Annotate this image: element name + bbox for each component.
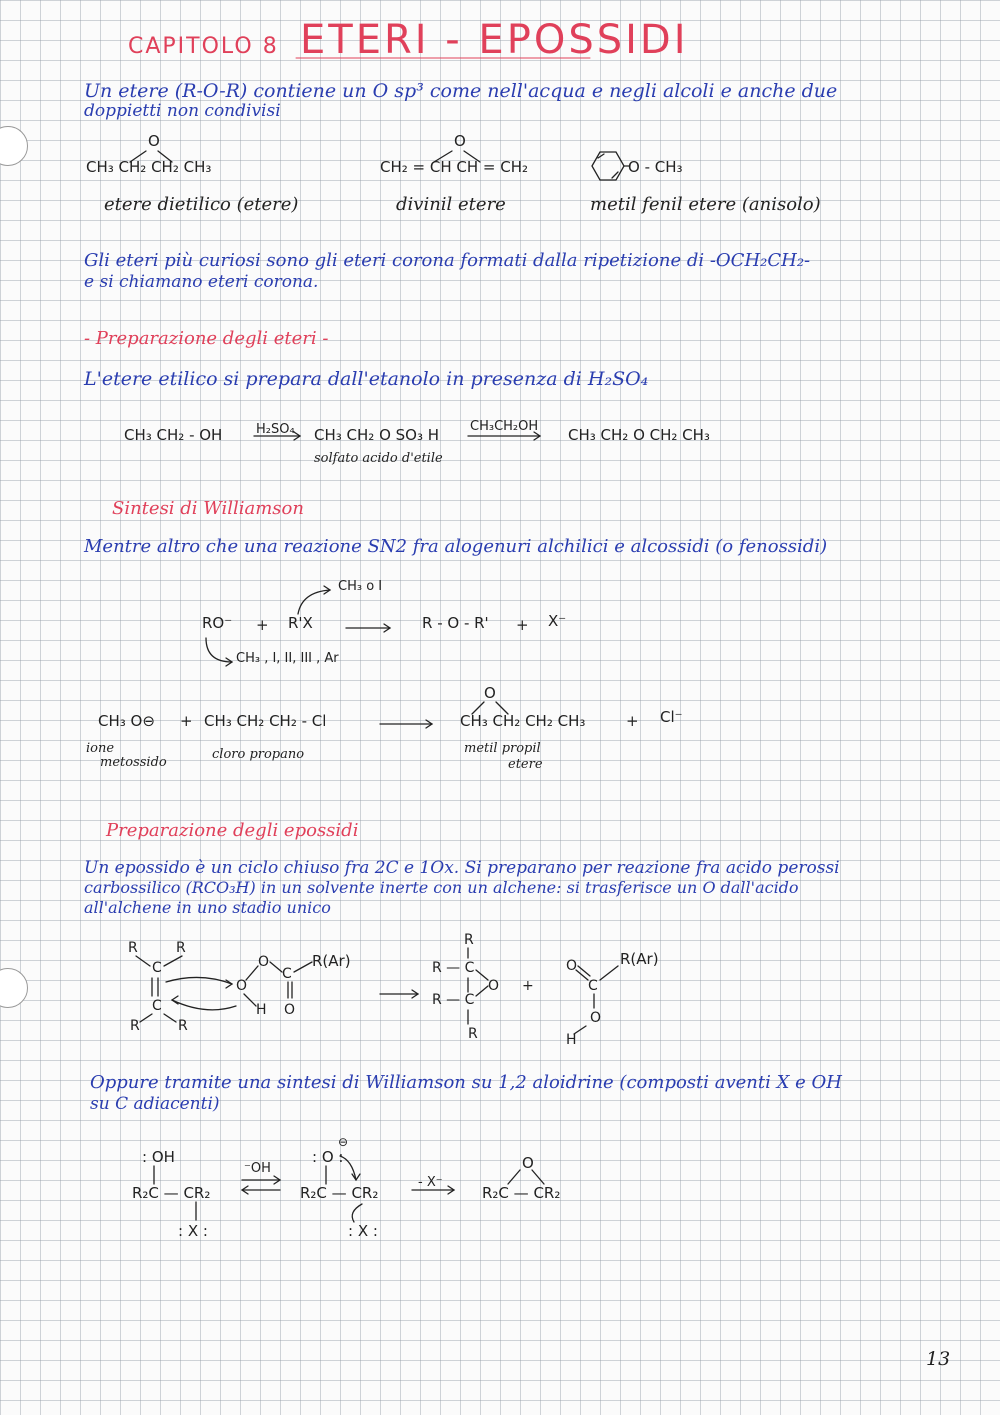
alkoxide-o: : O :	[312, 1148, 344, 1166]
epoxides-line-2: carbossilico (RCO₃H) in un solvente inerte con un alchene: si trasferisce un O dall'acido	[84, 878, 799, 897]
svg-text:⊖: ⊖	[338, 1135, 349, 1149]
svg-text:R — C: R — C	[432, 992, 475, 1008]
page-number: 13	[926, 1348, 951, 1370]
williamson-text: Mentre altro che una reazione SN2 fra alogenuri alchilici e alcossidi (o fenossidi)	[84, 536, 828, 557]
williamson-product: R - O - R'	[422, 614, 489, 632]
label-product-2: etere	[508, 757, 543, 772]
binder-hole-bottom	[0, 968, 28, 1008]
prep-reactant: CH₃ CH₂ - OH	[124, 426, 223, 444]
williamson-ro: RO⁻	[202, 614, 233, 632]
halohydrin-backbone: R₂C — CR₂	[132, 1184, 211, 1202]
svg-text:R: R	[178, 1018, 188, 1034]
ex1-formula: CH₃ CH₂ CH₂ CH₃	[86, 158, 212, 176]
svg-text:C: C	[152, 998, 162, 1014]
svg-text:R: R	[468, 1026, 478, 1042]
svg-text:C: C	[282, 966, 292, 982]
svg-text:C: C	[152, 960, 162, 976]
label-ion: ione	[86, 741, 115, 756]
epoxides-line-3: all'alchene in uno stadio unico	[84, 898, 331, 917]
prep-product: CH₃ CH₂ O CH₂ CH₃	[568, 426, 710, 444]
svg-text:R: R	[128, 940, 138, 956]
intro-line-1: Un etere (R-O-R) contiene un O sp³ come nell'acqua e negli alcoli e anche due	[84, 80, 838, 102]
prep-reagent-2: CH₃CH₂OH	[470, 419, 539, 434]
leaving-group: - X⁻	[418, 1175, 443, 1190]
williamson-note-top: CH₃ o I	[338, 579, 383, 594]
svg-text:R: R	[176, 940, 186, 956]
halohydrin-reagent: ⁻OH	[244, 1161, 271, 1176]
svg-text:O: O	[284, 1002, 296, 1018]
williamson-plus-1: +	[256, 616, 269, 634]
ex-reactant: CH₃ O⊖	[98, 712, 155, 730]
ex-product-oxygen: O	[484, 684, 496, 702]
svg-text:O: O	[566, 958, 578, 974]
alkoxide-backbone: R₂C — CR₂	[300, 1184, 379, 1202]
prep-reagent-1: H₂SO₄	[256, 422, 295, 437]
crown-line-2: e si chiamano eteri corona.	[84, 272, 319, 292]
prep-ethers-text: L'etere etilico si prepara dall'etanolo in presenza di H₂SO₄	[84, 368, 649, 390]
svg-text:O: O	[236, 978, 248, 994]
label-product: metil propil	[464, 741, 541, 756]
halohydrin-oh: : OH	[142, 1148, 175, 1166]
williamson-heading: Sintesi di Williamson	[112, 498, 304, 519]
halohydrin-line-2: su C adiacenti)	[90, 1094, 220, 1114]
halohydrin-line-1: Oppure tramite una sintesi di Williamson su 1,2 aloidrine (composti aventi X e OH	[90, 1072, 842, 1093]
ex-chloride: Cl⁻	[660, 708, 683, 726]
ex-plus-2: +	[626, 712, 639, 730]
ex1-oxygen: O	[148, 132, 160, 150]
ex3-formula: O - CH₃	[628, 158, 683, 176]
svg-text:C: C	[588, 978, 598, 994]
epoxides-heading: Preparazione degli epossidi	[106, 820, 359, 841]
svg-text:+: +	[522, 978, 534, 994]
label-halide: cloro propano	[212, 747, 305, 762]
halohydrin-x: : X :	[178, 1222, 208, 1240]
epoxide-backbone: R₂C — CR₂	[482, 1184, 561, 1202]
ex-halide: CH₃ CH₂ CH₂ - Cl	[204, 712, 327, 730]
label-ion-2: metossido	[100, 755, 167, 770]
svg-text:O: O	[590, 1010, 602, 1026]
prep-ethers-heading: - Preparazione degli eteri -	[84, 328, 329, 349]
binder-hole-top	[0, 126, 28, 166]
ex-product: CH₃ CH₂ CH₂ CH₃	[460, 712, 586, 730]
intro-line-2: doppietti non condivisi	[84, 101, 281, 121]
page-title: ETERI - EPOSSIDI	[300, 17, 689, 63]
ex1-name: etere dietilico (etere)	[104, 194, 299, 215]
ex2-name: divinil etere	[396, 194, 506, 215]
epoxide-o: O	[522, 1154, 534, 1172]
williamson-rx: R'X	[288, 614, 313, 632]
crown-line-1: Gli eteri più curiosi sono gli eteri corona formati dalla ripetizione di -OCH₂CH₂-	[84, 250, 811, 271]
prep-intermediate-name: solfato acido d'etile	[314, 451, 443, 466]
svg-text:O: O	[488, 978, 500, 994]
williamson-x: X⁻	[548, 612, 567, 630]
svg-text:H: H	[566, 1032, 577, 1048]
prep-intermediate: CH₃ CH₂ O SO₃ H	[314, 426, 440, 444]
svg-text:O: O	[258, 954, 270, 970]
williamson-note-bottom: CH₃ , I, II, III , Ar	[236, 651, 339, 666]
ex3-name: metil fenil etere (anisolo)	[590, 194, 821, 215]
ex2-oxygen: O	[454, 132, 466, 150]
svg-text:R: R	[130, 1018, 140, 1034]
peracid-r-ar: R(Ar)	[312, 952, 351, 970]
ex2-formula: CH₂ = CH CH = CH₂	[380, 158, 529, 176]
svg-text:R — C: R — C	[432, 960, 475, 976]
svg-text:R: R	[464, 932, 474, 948]
acid-r-ar: R(Ar)	[620, 950, 659, 968]
alkoxide-x: : X :	[348, 1222, 378, 1240]
chapter-label: CAPITOLO 8	[128, 34, 279, 59]
ex-plus: +	[180, 712, 193, 730]
svg-text:H: H	[256, 1002, 267, 1018]
epoxides-line-1: Un epossido è un ciclo chiuso fra 2C e 1Ox. Si preparano per reazione fra acido perossi	[84, 858, 840, 878]
williamson-plus-2: +	[516, 616, 529, 634]
